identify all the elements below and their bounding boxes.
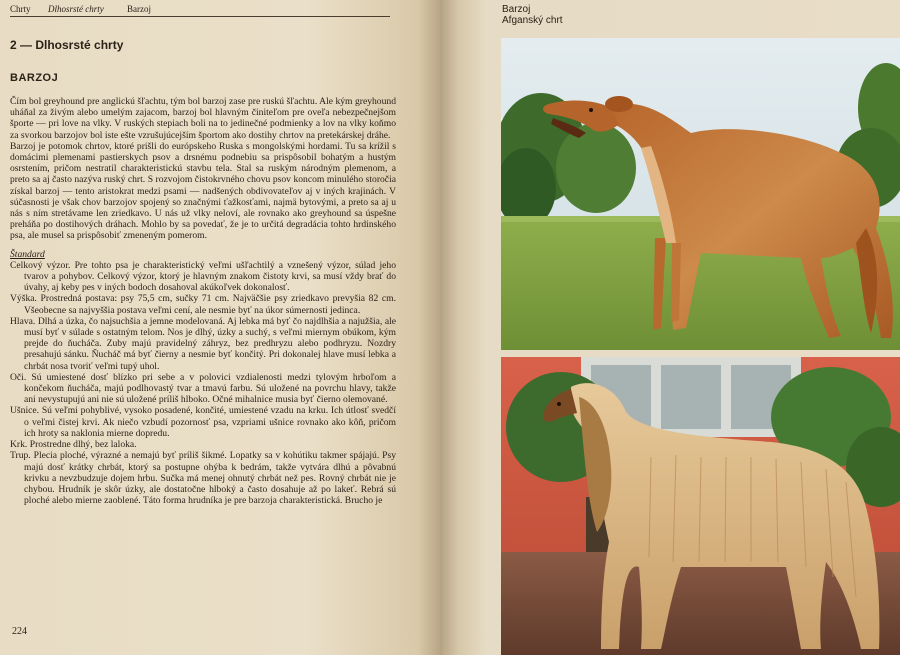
running-head-chapter: Dlhosrsté chrty: [48, 4, 104, 14]
standard-item: [10, 439, 396, 450]
standard-item: [10, 372, 396, 406]
photo-caption: [502, 4, 563, 26]
standard-text: Plecia ploché, výrazné a nemajú byť príliš šikmé. Lopatky sa v kohútiku takmer spájajú. Psy majú dosť krátky chrbát, ktorý sa postupne ohýba k bedrám, takže vytvára dlhú a pôvabnú krivku a nevzbudzuje dojem hrbu. Sučka má menej ohnutý chrbát než pes. Rovný chrbát nie je chybou. Hrudník je skôr úzky, ale dostatočne hlboký a často dosahuje až po lakeť. Rebrá sú ploché alebo mierne zaoblené. Táto forma hrudníka je pre barzoja charakteristická. Brucho je: [24, 450, 396, 507]
standard-term: Trup.: [10, 450, 31, 462]
paragraph: Čím bol greyhound pre anglickú šľachtu, tým bol barzoj zase pre ruskú šľachtu. Ale kým greyhound uháňal za živým alebo umelým zajacom, barzoj bol hlavným činiteľom pre oveľa nebezpečnejšom športe — pri love na vlky. V ruských stepiach boli na to jedinečné podmienky a lov na vlky koňmo za svorkou barzojov bol iste ešte vzrušujúcejším športom ako dostihy chrtov na pretekárskej dráhe.: [10, 96, 396, 141]
afghan-hound-photo: [501, 357, 900, 655]
running-head-section: Chrty: [10, 4, 31, 14]
standard-item: [10, 450, 396, 506]
running-head-breed: Barzoj: [127, 4, 151, 14]
standard-item: [10, 316, 396, 372]
caption-line-barzoj: Barzoj: [502, 4, 531, 15]
standard-text: Sú umiestené dosť blízko pri sebe a v polovici vzdialenosti medzi tylovým hrboľom a končekom ňucháča, majú podlhovastý tvar a tmavú farbu. Sú uložené na povrchu hlavy, takže ani nevystupujú ani nie sú uložené príliš hlboko. Očné mihalnice musia byť čierno olemované.: [24, 371, 396, 406]
afghan-hound-photo-illustration: [501, 357, 900, 655]
standard-term: Celkový výzor.: [10, 259, 71, 271]
chapter-title: 2 — Dlhosrsté chrty: [10, 38, 124, 52]
running-head: [10, 4, 390, 17]
standard-heading: Štandard: [10, 248, 45, 260]
standard-item: [10, 260, 396, 294]
standard-term: Ušnice.: [10, 405, 40, 417]
left-page: [0, 0, 440, 655]
borzoi-photo-illustration: [501, 38, 900, 350]
page-number: 224: [12, 626, 27, 637]
standard-term: Oči.: [10, 371, 27, 383]
body-text: [10, 96, 396, 506]
standard-text: Sú veľmi pohyblivé, vysoko posadené, končité, umiestené vzadu na krku. Ich útlosť svedčí o veľmi čistej krvi. Ak niečo vzbudí pozornosť psa, vzpriami ušnice rovnako ako kôň, pričom ich hroty sa naklonia mierne dopredu.: [24, 405, 396, 439]
standard-item: [10, 405, 396, 439]
breed-title: BARZOJ: [10, 72, 59, 84]
caption-line-afghan: Afganský chrt: [502, 15, 563, 26]
standard-term: Výška.: [10, 293, 37, 305]
paragraph: Barzoj je potomok chrtov, ktoré prišli do európskeho Ruska s mongolskými hordami. Tu sa krížil s domácimi plemenami pastierskych psov a drsnému podnebiu sa prispôsobil bohatým a hustým osrstením, pričom nestratil charakteristickú stavbu tela. Stal sa ruským národným plemenom, a preto sa aj často nazýva ruský chrt. S rozvojom čistokrvného chovu psov koncom minulého storočia získal barzoj — tento aristokrat medzi psami — nadšených obdivovateľov aj v iných krajinách. V súčasnosti je však chov barzojov spojený so značnými ťažkosťami, najmä bytovými, a preto sa aj u nás s ním stretávame len zriedkavo. U nás už vlky neloví, ale rovnako ako greyhound sa úspešne preháňa po dostihových dráhach. Mohlo by sa povedať, že je to určitá degradácia tohto hrdinského psa, ale musel sa prispôsobiť zmeneným pomerom.: [10, 140, 396, 242]
standard-term: Krk.: [10, 439, 28, 451]
standard-text: Prostredná postava: psy 75,5 cm, sučky 71 cm. Najväčšie psy zriedkavo prevyšia 82 cm. Všeobecne sa najvyššia postava veľmi cení, ale nesmie byť na úkor súmernosti jedinca.: [24, 293, 397, 316]
borzoi-photo: [501, 38, 900, 350]
standard-term: Hlava.: [10, 315, 36, 327]
standard-item: [10, 293, 396, 315]
standard-text: Pre tohto psa je charakteristický veľmi ušľachtilý a vznešený výzor, súlad jeho tvarov a pohybov. Celkový výzor, ktorý je hlavným znakom čistoty krvi, sa musí vždy brať do úvahy, aj keby pes v iných bodoch dosahoval akúkoľvek dokonalosť.: [24, 259, 397, 294]
standard-text: Prostredne dlhý, bez laloka.: [29, 439, 137, 451]
standard-text: Dlhá a úzka, čo najsuchšia a jemne modelovaná. Aj lebka má byť čo najdlhšia a najužšia, ale musí byť v súlade s ostatným telom. Nos je dlhý, úzky a suchý, s veľmi miernym obúkom, kým prejde do ňucháča. Zuby majú pravidelný záhryz, bez predhryzu alebo podhryzu. Nozdry presahujú sánku. Ňucháč má byť čierny a nesmie byť končitý. Pri dokonalej hlave musí lebka a chrbát nosa tvoriť veľmi tupý uhol.: [24, 315, 397, 372]
